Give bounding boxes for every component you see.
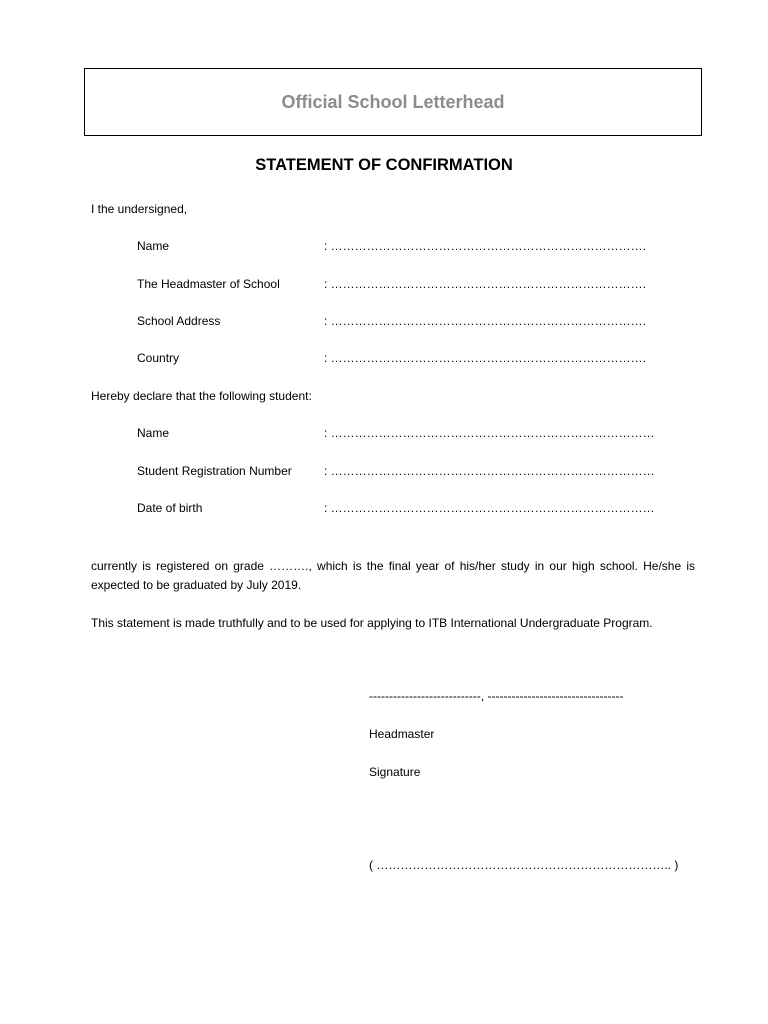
statement-paragraph: This statement is made truthfully and to be used for applying to ITB International Undergraduate Program.: [91, 616, 653, 630]
place-date-line[interactable]: ----------------------------, ----------------------------------: [369, 689, 624, 703]
headmaster-school-field[interactable]: : …………………………………………………………………….: [324, 277, 647, 291]
registration-number-label: Student Registration Number: [137, 464, 292, 478]
declaration-text: Hereby declare that the following student:: [91, 389, 312, 403]
country-label: Country: [137, 351, 180, 365]
school-address-label: School Address: [137, 314, 221, 328]
letterhead-label: Official School Letterhead: [281, 91, 505, 112]
document-title: STATEMENT OF CONFIRMATION: [255, 156, 513, 174]
headmaster-label: Headmaster: [369, 727, 435, 741]
country-field[interactable]: : …………………………………………………………………….: [324, 351, 647, 365]
grade-paragraph: currently is registered on grade ………., which is the final year of his/her study in our high school. He/she is expected to be graduated by July 2019.: [91, 559, 695, 592]
student-name-field[interactable]: : ………………………………………………………………………: [324, 426, 655, 440]
signature-label: Signature: [369, 765, 421, 779]
student-name-label: Name: [137, 426, 170, 440]
printed-name-line[interactable]: ( ……………………………………………………………….. ): [369, 858, 679, 872]
headmaster-school-label: The Headmaster of School: [137, 277, 280, 291]
date-of-birth-field[interactable]: : ………………………………………………………………………: [324, 501, 655, 515]
school-address-field[interactable]: : …………………………………………………………………….: [324, 314, 647, 328]
intro-text: I the undersigned,: [91, 202, 188, 216]
registration-number-field[interactable]: : ………………………………………………………………………: [324, 464, 655, 478]
date-of-birth-label: Date of birth: [137, 501, 203, 515]
signatory-name-label: Name: [137, 239, 170, 253]
signatory-name-field[interactable]: : …………………………………………………………………….: [324, 239, 647, 253]
letterhead-box: [84, 68, 702, 136]
